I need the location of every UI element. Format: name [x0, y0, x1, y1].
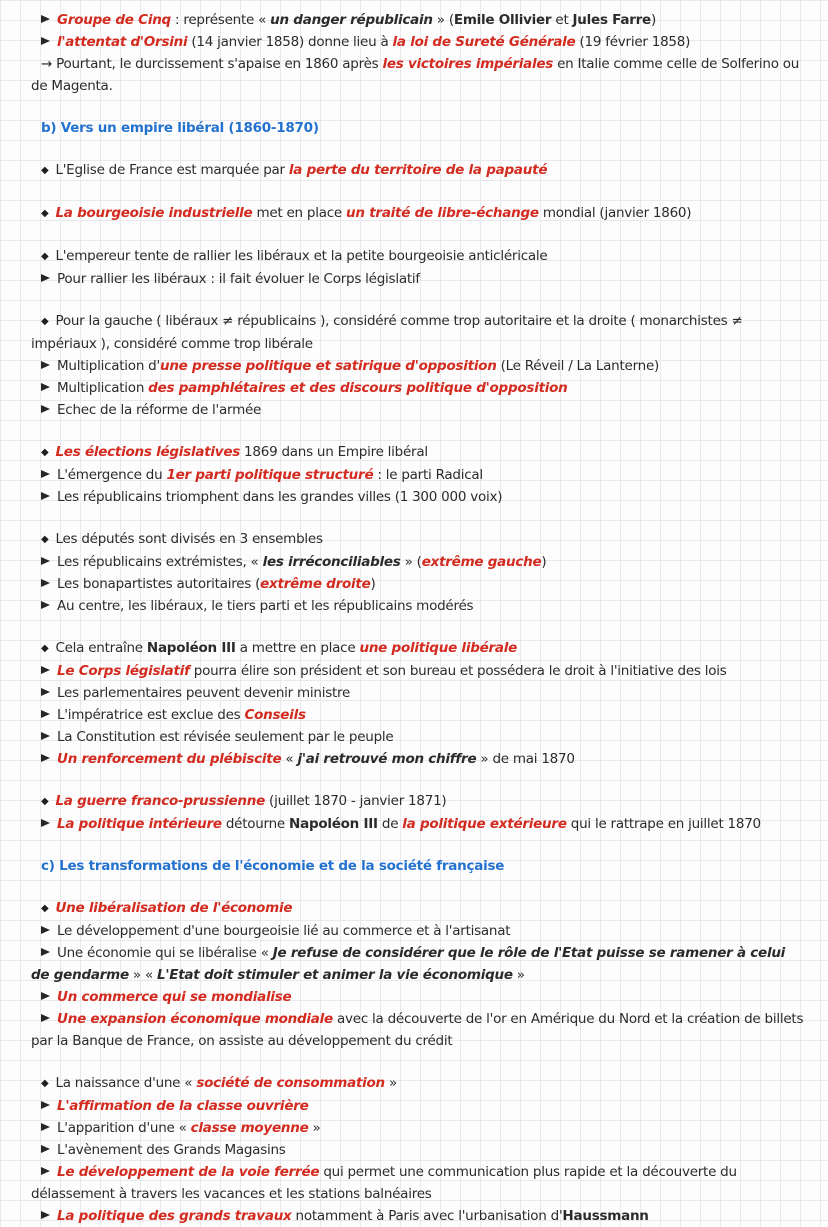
note-line	[31, 1072, 806, 1095]
text-run: pourra élire son président et son bureau et possédera le droit à l'initiative des lois	[189, 663, 727, 679]
paragraph-gap	[31, 139, 806, 159]
text-run: Haussmann	[562, 1208, 649, 1224]
note-line	[31, 897, 806, 920]
text-run: L'avènement des Grands Magasins	[57, 1142, 286, 1158]
text-run: Un renforcement du plébiscite	[57, 751, 282, 767]
text-run: un danger républicain	[270, 12, 433, 28]
text-run: les victoires impériales	[382, 56, 554, 72]
paragraph-gap	[31, 835, 806, 855]
text-run: extrême gauche	[421, 554, 542, 570]
text-run: Au centre, les libéraux, le tiers parti et les républicains modérés	[57, 598, 474, 614]
paragraph-gap	[31, 1052, 806, 1072]
note-line	[31, 637, 806, 660]
arrowhead-bullet-icon	[41, 920, 50, 942]
note-line	[31, 573, 806, 595]
arrowhead-shape	[41, 754, 50, 762]
arrowhead-shape	[41, 383, 50, 391]
text-run: en Italie comme celle de Solferino ou de Magenta.	[31, 56, 800, 94]
text-run: a mettre en place	[235, 640, 360, 656]
text-run: (14 janvier 1858) donne lieu à	[187, 34, 393, 50]
text-run: c) Les transformations de l'économie et de la société française	[41, 858, 505, 874]
arrowhead-shape	[41, 601, 50, 609]
diamond-bullet-icon: ◆	[41, 208, 49, 219]
arrowhead-shape	[41, 37, 50, 45]
text-run: j'ai retrouvé mon chiffre	[297, 751, 477, 767]
diamond-bullet-icon: ◆	[41, 796, 49, 807]
arrowhead-shape	[41, 948, 50, 956]
text-run: Groupe de Cinq	[57, 12, 171, 28]
note-line	[31, 53, 806, 97]
arrowhead-bullet-icon	[41, 748, 50, 770]
note-line	[31, 595, 806, 617]
text-run: »	[512, 967, 525, 983]
text-run: Multiplication	[57, 380, 149, 396]
text-run: Le Corps législatif	[57, 663, 190, 679]
arrowhead-bullet-icon	[41, 268, 50, 290]
arrowhead-bullet-icon	[41, 1095, 50, 1117]
text-run: la perte du territoire de la papauté	[288, 162, 548, 178]
text-run: mondial (janvier 1860)	[538, 205, 692, 221]
arrowhead-bullet-icon	[41, 9, 50, 31]
text-run: Emile Ollivier	[453, 12, 552, 28]
note-line	[31, 813, 806, 835]
note-line	[31, 159, 806, 182]
arrowhead-shape	[41, 361, 50, 369]
text-run: Pour rallier les libéraux : il fait évoluer le Corps législatif	[57, 271, 420, 287]
arrowhead-shape	[41, 1211, 50, 1219]
diamond-bullet-icon: ◆	[41, 643, 49, 654]
arrowhead-bullet-icon	[41, 377, 50, 399]
note-line	[31, 1205, 806, 1227]
text-run: )	[541, 554, 547, 570]
note-line	[31, 202, 806, 225]
text-run: Pourtant, le durcissement s'apaise en 1860 après	[56, 56, 383, 72]
text-run: b) Vers un empire libéral (1860-1870)	[41, 120, 319, 136]
section-heading	[31, 117, 806, 139]
arrowhead-bullet-icon	[41, 726, 50, 748]
arrowhead-shape	[41, 666, 50, 674]
text-run: classe moyenne	[190, 1120, 309, 1136]
text-run: la politique extérieure	[402, 816, 567, 832]
text-run: un traité de libre-échange	[346, 205, 539, 221]
arrowhead-bullet-icon	[41, 464, 50, 486]
arrowhead-shape	[41, 819, 50, 827]
arrowhead-shape	[41, 405, 50, 413]
diamond-bullet-icon: ◆	[41, 1078, 49, 1089]
arrowhead-bullet-icon	[41, 942, 50, 964]
arrowhead-shape	[41, 470, 50, 478]
note-line	[31, 245, 806, 268]
text-run: une presse politique et satirique d'opposition	[159, 358, 497, 374]
text-run: avec la découverte de l'or en Amérique du Nord et la création de billets par la Banque de France, on assiste au développement du crédit	[31, 1011, 804, 1049]
text-run: La guerre franco-prussienne	[55, 793, 266, 809]
text-run: )	[370, 576, 376, 592]
text-run: l'attentat d'Orsini	[57, 34, 188, 50]
text-run: L'Eglise de France est marquée par	[55, 162, 289, 178]
arrowhead-shape	[41, 688, 50, 696]
diamond-bullet-icon: ◆	[41, 251, 49, 262]
paragraph-gap	[31, 421, 806, 441]
text-run: Les parlementaires peuvent devenir ministre	[57, 685, 351, 701]
diamond-bullet-icon: ◆	[41, 447, 49, 458]
text-run: » «	[128, 967, 158, 983]
text-run: Multiplication d'	[57, 358, 160, 374]
note-line	[31, 441, 806, 464]
text-run: Un commerce qui se mondialise	[57, 989, 292, 1005]
arrowhead-shape	[41, 1145, 50, 1153]
text-run: des pamphlétaires et des discours politique d'opposition	[148, 380, 568, 396]
text-run: la loi de Sureté Générale	[392, 34, 576, 50]
text-run: »	[308, 1120, 321, 1136]
note-line	[31, 1008, 806, 1052]
text-run: » (	[400, 554, 422, 570]
text-run: 1869 dans un Empire libéral	[240, 444, 428, 460]
text-run: Une expansion économique mondiale	[57, 1011, 333, 1027]
text-run: une politique libérale	[359, 640, 518, 656]
arrowhead-shape	[41, 274, 50, 282]
arrowhead-shape	[41, 1101, 50, 1109]
note-line	[31, 528, 806, 551]
text-run: Je refuse de considérer que le rôle de l'Etat puisse se ramener à celui de gendarme	[31, 945, 786, 983]
text-run: Le développement d'une bourgeoisie lié au commerce et à l'artisanat	[57, 923, 511, 939]
text-run: Les députés sont divisés en 3 ensembles	[55, 531, 323, 547]
note-line	[31, 942, 806, 986]
note-line	[31, 377, 806, 399]
arrowhead-shape	[41, 710, 50, 718]
arrowhead-bullet-icon	[41, 682, 50, 704]
arrowhead-bullet-icon	[41, 1205, 50, 1227]
text-run: L'affirmation de la classe ouvrière	[57, 1098, 309, 1114]
text-run: : le parti Radical	[373, 467, 483, 483]
diamond-bullet-icon: ◆	[41, 165, 49, 176]
note-line	[31, 1117, 806, 1139]
arrowhead-bullet-icon	[41, 1161, 50, 1183]
text-run: »	[384, 1075, 397, 1091]
text-run: L'apparition d'une «	[57, 1120, 191, 1136]
paragraph-gap	[31, 290, 806, 310]
text-run: Echec de la réforme de l'armée	[57, 402, 262, 418]
note-line	[31, 399, 806, 421]
arrowhead-bullet-icon	[41, 660, 50, 682]
diamond-bullet-icon: ◆	[41, 316, 49, 327]
note-line	[31, 486, 806, 508]
arrowhead-bullet-icon	[41, 704, 50, 726]
text-run: (Le Réveil / La Lanterne)	[496, 358, 660, 374]
paragraph-gap	[31, 225, 806, 245]
text-run: La naissance d'une «	[55, 1075, 197, 1091]
note-line	[31, 551, 806, 573]
text-run: Pour la gauche ( libéraux ≠ républicains ), considéré comme trop autoritaire et la droite ( monarchistes ≠ impériaux ), considéré comme trop libérale	[31, 313, 743, 352]
arrow-icon: →	[41, 56, 53, 72]
note-line	[31, 1095, 806, 1117]
text-run: Jules Farre	[572, 12, 651, 28]
text-run: Cela entraîne	[55, 640, 147, 656]
arrowhead-bullet-icon	[41, 355, 50, 377]
text-run: (19 février 1858)	[575, 34, 691, 50]
paragraph-gap	[31, 508, 806, 528]
text-run: met en place	[252, 205, 347, 221]
arrowhead-bullet-icon	[41, 399, 50, 421]
arrowhead-shape	[41, 732, 50, 740]
text-run: société de consommation	[196, 1075, 385, 1091]
text-run: L'émergence du	[57, 467, 167, 483]
paragraph-gap	[31, 877, 806, 897]
arrowhead-shape	[41, 1167, 50, 1175]
text-run: Les élections législatives	[55, 444, 241, 460]
note-line	[31, 726, 806, 748]
arrowhead-bullet-icon	[41, 1139, 50, 1161]
note-line	[31, 31, 806, 53]
text-run: Une économie qui se libéralise «	[57, 945, 273, 961]
arrowhead-bullet-icon	[41, 486, 50, 508]
section-heading	[31, 855, 806, 877]
paragraph-gap	[31, 770, 806, 790]
note-line	[31, 9, 806, 31]
arrowhead-shape	[41, 1123, 50, 1131]
note-line	[31, 748, 806, 770]
arrowhead-bullet-icon	[41, 551, 50, 573]
text-run: Napoléon III	[146, 640, 236, 656]
text-run: détourne	[221, 816, 290, 832]
text-run: Le développement de la voie ferrée	[57, 1164, 320, 1180]
arrowhead-shape	[41, 926, 50, 934]
text-run: Les républicains extrémistes, «	[57, 554, 263, 570]
text-run: » de mai 1870	[476, 751, 575, 767]
note-line	[31, 1139, 806, 1161]
note-line	[31, 1161, 806, 1205]
arrowhead-bullet-icon	[41, 573, 50, 595]
diamond-bullet-icon: ◆	[41, 534, 49, 545]
note-line	[31, 310, 806, 355]
arrowhead-shape	[41, 557, 50, 565]
note-line	[31, 920, 806, 942]
text-run: Les républicains triomphent dans les grandes villes (1 300 000 voix)	[57, 489, 503, 505]
arrowhead-bullet-icon	[41, 31, 50, 53]
text-run: L'impératrice est exclue des	[57, 707, 245, 723]
text-run: La politique des grands travaux	[57, 1208, 292, 1224]
text-run: Les bonapartistes autoritaires (	[57, 576, 261, 592]
text-run: de	[377, 816, 403, 832]
arrowhead-shape	[41, 992, 50, 1000]
text-run: Conseils	[244, 707, 306, 723]
arrowhead-bullet-icon	[41, 595, 50, 617]
text-run: qui permet une communication plus rapide et la découverte du délassement à travers les vacances et les stations balnéaires	[31, 1164, 737, 1202]
paragraph-gap	[31, 97, 806, 117]
text-run: » (	[432, 12, 454, 28]
text-run: Une libéralisation de l'économie	[55, 900, 293, 916]
text-run: et	[551, 12, 573, 28]
text-run: )	[650, 12, 656, 28]
paragraph-gap	[31, 182, 806, 202]
text-run: qui le rattrape en juillet 1870	[566, 816, 761, 832]
note-line	[31, 660, 806, 682]
text-run: L'Etat doit stimuler et animer la vie économique	[157, 967, 513, 983]
text-run: : représente «	[170, 12, 271, 28]
text-run: L'empereur tente de rallier les libéraux et la petite bourgeoisie anticléricale	[55, 248, 548, 264]
text-run: notamment à Paris avec l'urbanisation d'	[291, 1208, 563, 1224]
arrowhead-bullet-icon	[41, 813, 50, 835]
arrowhead-bullet-icon	[41, 1117, 50, 1139]
text-run: extrême droite	[260, 576, 371, 592]
text-run: La Constitution est révisée seulement par le peuple	[57, 729, 394, 745]
arrowhead-shape	[41, 1014, 50, 1022]
note-line	[31, 268, 806, 290]
text-run: (juillet 1870 - janvier 1871)	[265, 793, 447, 809]
note-line	[31, 986, 806, 1008]
text-run: les irréconciliables	[262, 554, 401, 570]
arrowhead-bullet-icon	[41, 1008, 50, 1030]
text-run: La politique intérieure	[57, 816, 222, 832]
note-line	[31, 682, 806, 704]
diamond-bullet-icon: ◆	[41, 903, 49, 914]
text-run: 1er parti politique structuré	[166, 467, 374, 483]
note-line	[31, 704, 806, 726]
note-line	[31, 790, 806, 813]
arrowhead-shape	[41, 492, 50, 500]
arrowhead-shape	[41, 579, 50, 587]
arrowhead-shape	[41, 15, 50, 23]
note-line	[31, 464, 806, 486]
text-run: Napoléon III	[289, 816, 378, 832]
note-line	[31, 355, 806, 377]
text-run: «	[281, 751, 298, 767]
text-run: La bourgeoisie industrielle	[55, 205, 253, 221]
arrowhead-bullet-icon	[41, 986, 50, 1008]
paragraph-gap	[31, 617, 806, 637]
